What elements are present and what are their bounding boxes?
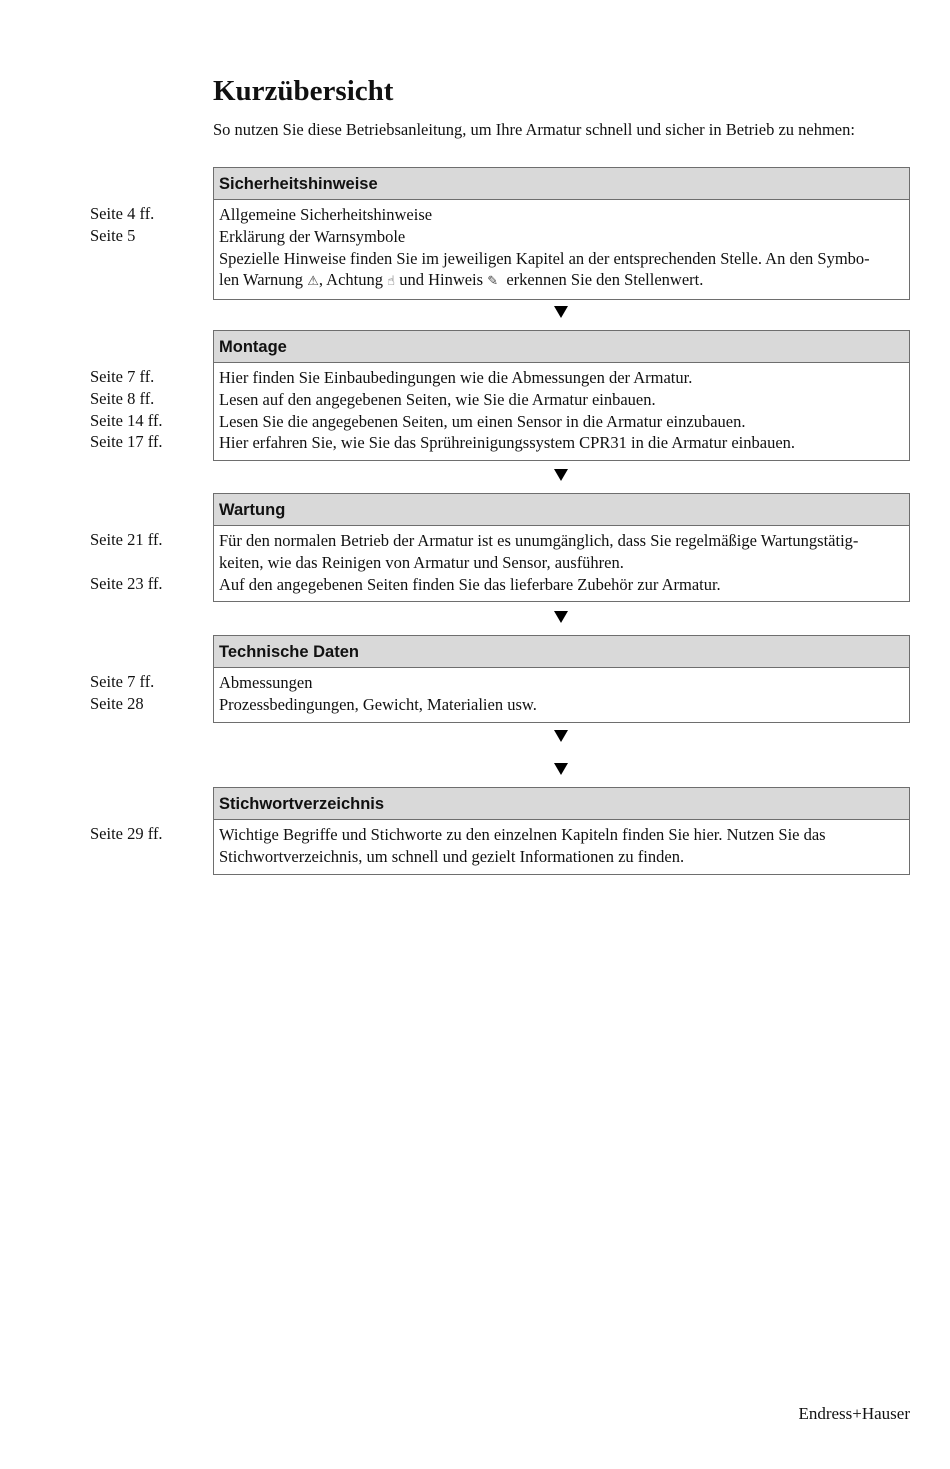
section-body (214, 526, 909, 601)
page-refs-montage (90, 366, 163, 453)
section-line: Lesen Sie die angegebenen Seiten, um einen Sensor in die Armatur einzubauen. (219, 411, 746, 431)
section-line: Stichwortverzeichnis, um schnell und gezielt Informationen zu finden. (219, 846, 685, 866)
flow-arrow-icon (554, 730, 568, 742)
section-line: keiten, wie das Reinigen von Armatur und Sensor, ausführen. (219, 552, 624, 572)
section-technische-daten (213, 635, 910, 723)
section-line: Prozessbedingungen, Gewicht, Materialien usw. (219, 694, 537, 714)
section-heading: Wartung (214, 494, 909, 526)
page-ref: Seite 4 ff. (90, 204, 155, 223)
symbol-line-text: , Achtung (318, 270, 388, 290)
section-line: Allgemeine Sicherheitshinweise (219, 205, 433, 224)
section-heading: Montage (214, 331, 909, 363)
flow-arrow-icon (554, 611, 568, 623)
section-line: Lesen auf den angegebenen Seiten, wie Sie die Armatur einbauen. (219, 389, 656, 409)
flow-arrow-icon (554, 763, 568, 775)
section-heading: Stichwortverzeichnis (214, 788, 909, 820)
warning-icon: ⚠ (307, 274, 319, 290)
page-ref: Seite 7 ff. (90, 672, 155, 691)
page-ref: Seite 7 ff. (90, 367, 155, 386)
page-ref: Seite 14 ff. (90, 410, 163, 430)
section-body (214, 363, 909, 460)
intro-text: So nutzen Sie diese Betriebsanleitung, um Ihre Armatur schnell und sicher in Betrieb zu nehmen: (213, 120, 855, 139)
page-ref: Seite 5 (90, 225, 136, 245)
section-line: Für den normalen Betrieb der Armatur ist es unumgänglich, dass Sie regelmäßige Wartungstätig- (219, 531, 859, 550)
page-refs-technische-daten (90, 671, 154, 715)
section-line: Hier finden Sie Einbaubedingungen wie die Abmessungen der Armatur. (219, 368, 693, 387)
section-body (214, 668, 909, 722)
symbol-line-text: erkennen Sie den Stellenwert. (498, 270, 704, 290)
page-ref: Seite 8 ff. (90, 388, 155, 408)
symbol-line-text: len Warnung (219, 270, 308, 290)
note-icon: ✎ (487, 274, 499, 290)
page-ref: Seite 29 ff. (90, 824, 163, 843)
section-body (214, 200, 909, 299)
symbol-line-text: und Hinweis (395, 270, 488, 290)
page-refs-sicherheitshinweise (90, 203, 154, 247)
section-line: Spezielle Hinweise finden Sie im jeweiligen Kapitel an der entsprechenden Stelle. An den Symbo- (219, 248, 870, 268)
page-ref: Seite 23 ff. (90, 573, 163, 593)
page-title: Kurzübersicht (213, 75, 394, 107)
flow-arrow-icon (554, 469, 568, 481)
section-body (214, 820, 909, 874)
section-line: Wichtige Begriffe und Stichworte zu den einzelnen Kapiteln finden Sie hier. Nutzen Sie das (219, 825, 826, 844)
page-ref (90, 551, 163, 573)
section-stichwortverzeichnis (213, 787, 910, 875)
section-line: Hier erfahren Sie, wie Sie das Sprühreinigungssystem CPR31 in die Armatur einbauen. (219, 433, 796, 453)
page-refs-wartung (90, 529, 163, 594)
attention-icon: ☝ (387, 274, 396, 290)
flow-arrow-icon (554, 306, 568, 318)
page-refs-stichwortverzeichnis (90, 823, 163, 845)
page-ref: Seite 28 (90, 693, 144, 713)
section-montage (213, 330, 910, 461)
section-line: Abmessungen (219, 673, 313, 692)
section-heading: Sicherheitshinweise (214, 168, 909, 200)
section-heading: Technische Daten (214, 636, 909, 668)
section-sicherheitshinweise (213, 167, 910, 300)
page-ref: Seite 17 ff. (90, 432, 163, 452)
section-wartung (213, 493, 910, 602)
section-line: Erklärung der Warnsymbole (219, 226, 406, 246)
symbol-line (219, 269, 903, 293)
footer-brand: Endress+Hauser (798, 1404, 910, 1423)
page-ref: Seite 21 ff. (90, 530, 163, 549)
section-line: Auf den angegebenen Seiten finden Sie das lieferbare Zubehör zur Armatur. (219, 574, 721, 594)
